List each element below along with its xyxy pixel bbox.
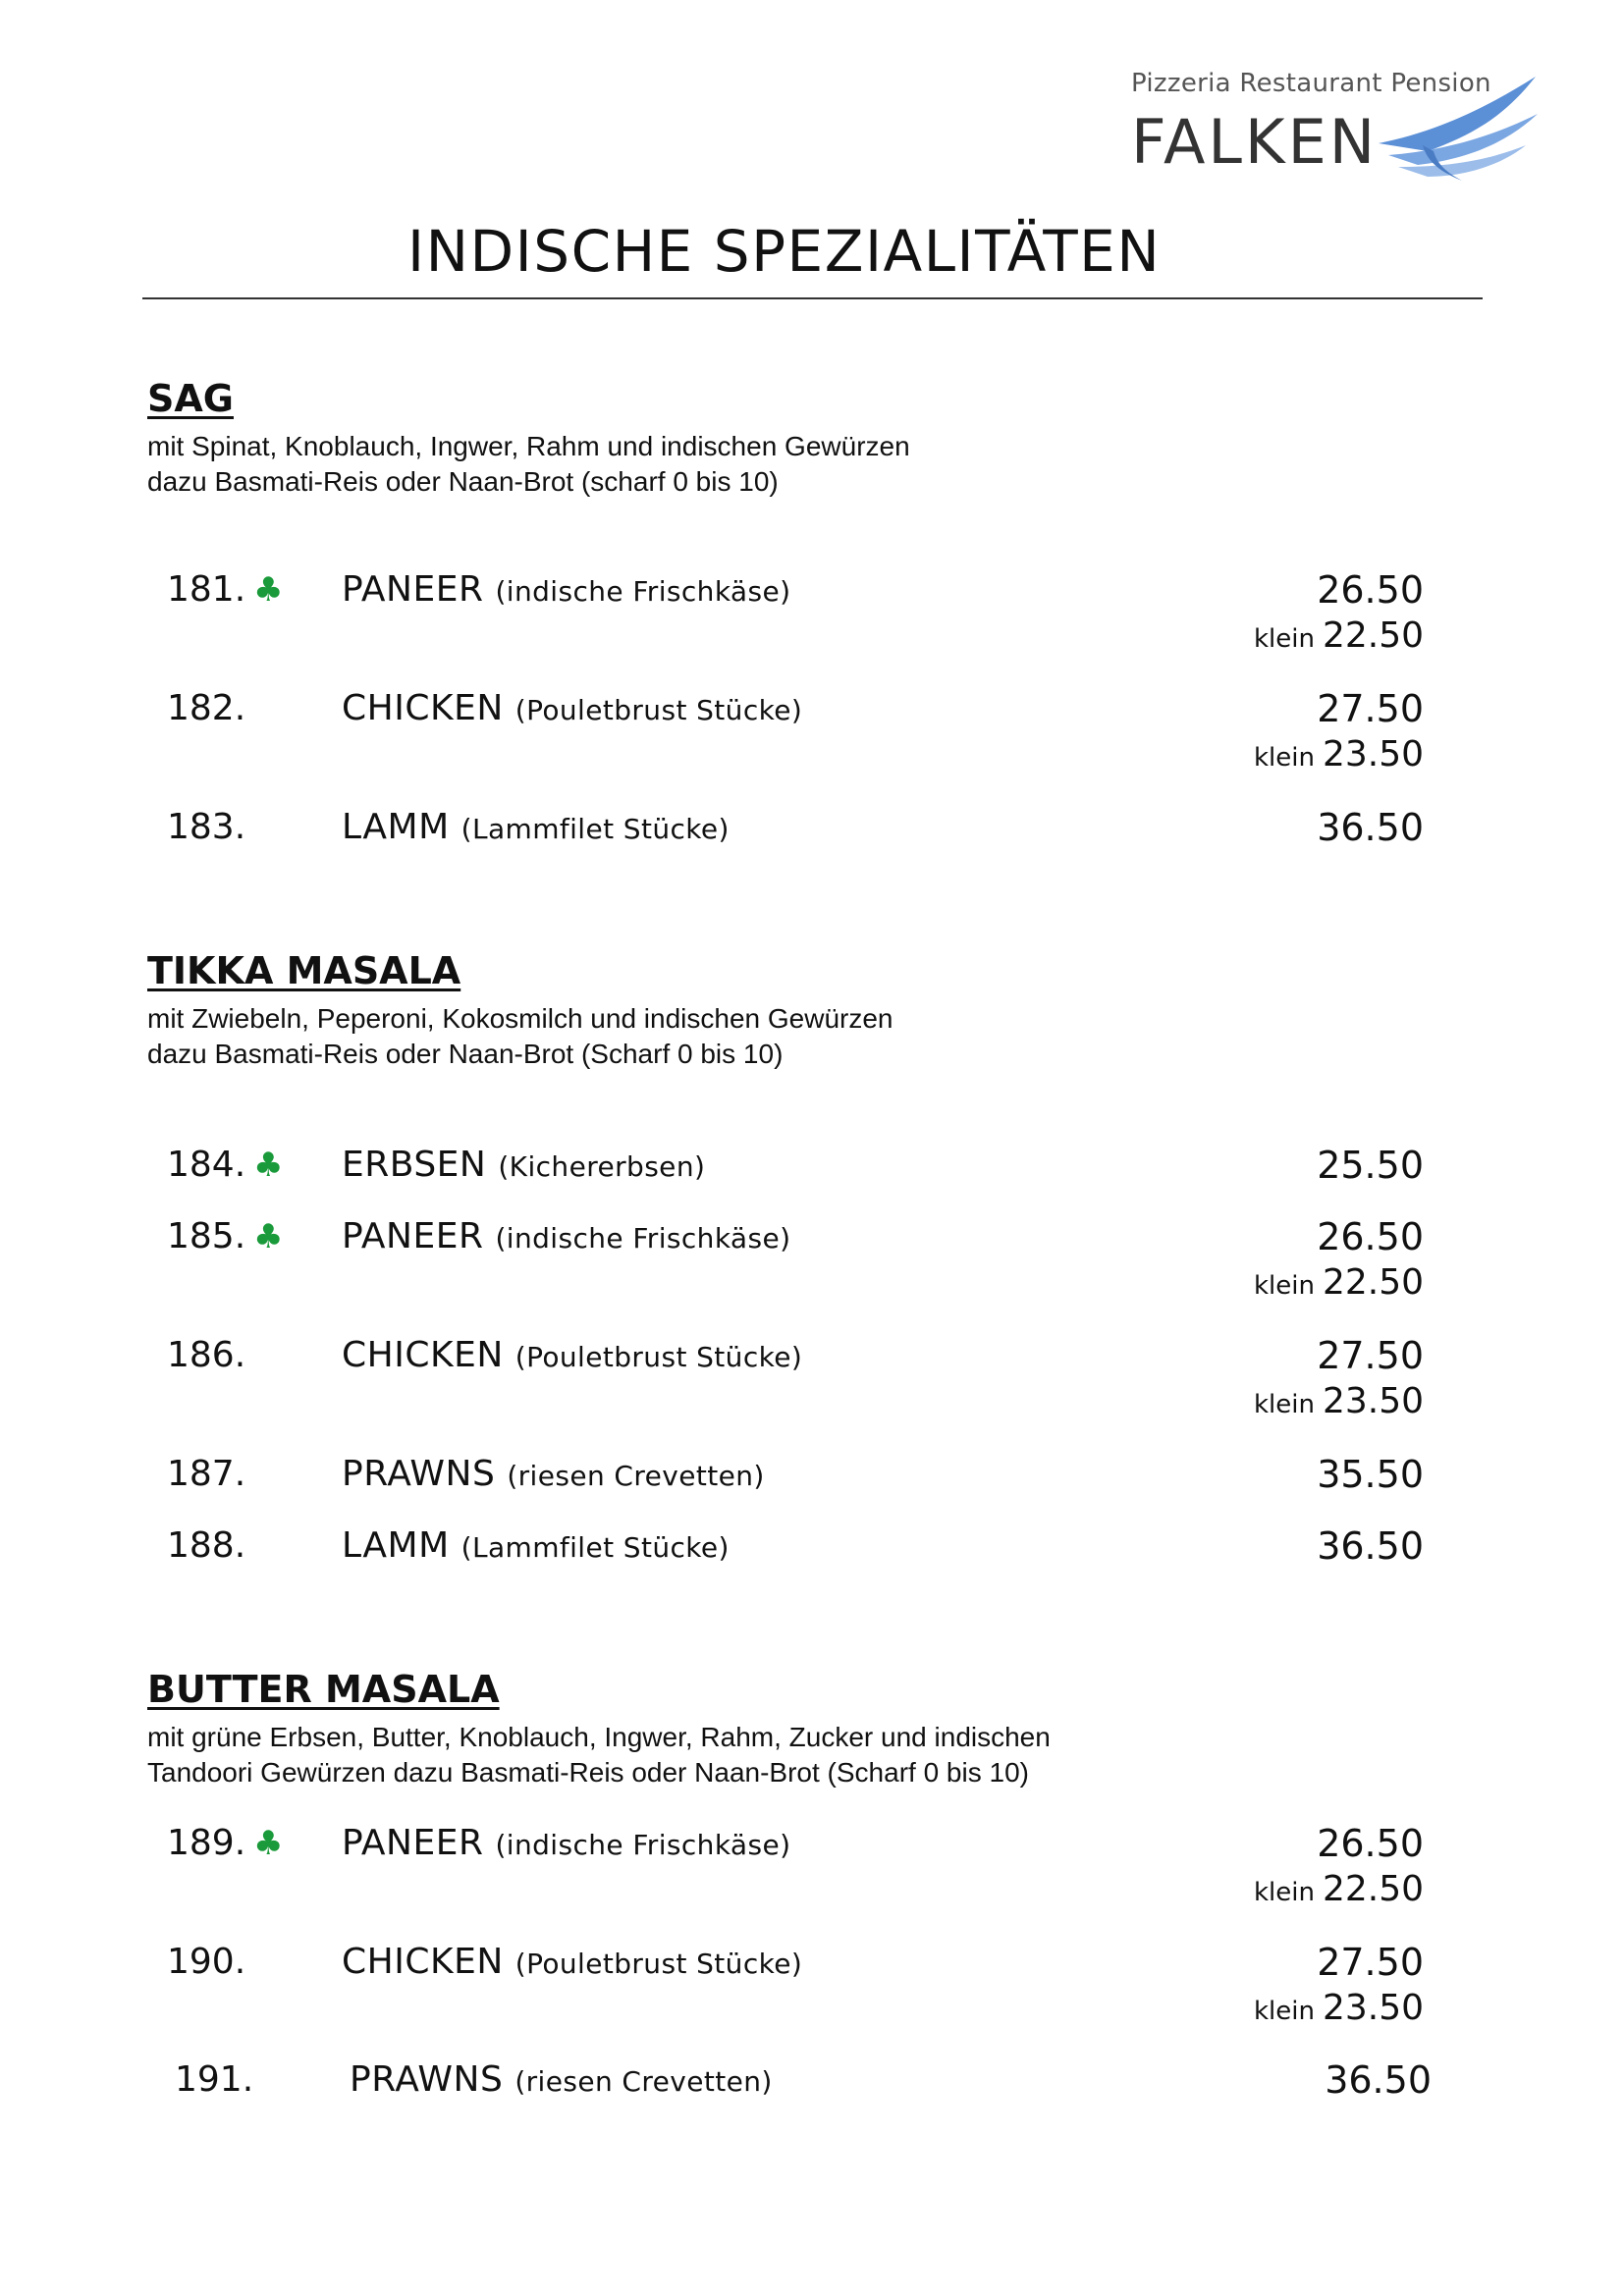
dish-name: PRAWNS [342, 1454, 496, 1494]
section-title: SAG [147, 377, 234, 420]
dish-name: CHICKEN [342, 688, 504, 728]
item-name [342, 1938, 802, 1993]
item-number: 186. [167, 1335, 246, 1375]
description-line: mit Zwiebeln, Peperoni, Kokosmilch und indischen Gewürzen [147, 1003, 893, 1034]
vegetarian-icon: ♣ [253, 570, 284, 610]
item-name [342, 1450, 765, 1505]
small-label: klein [1253, 1997, 1315, 2026]
item-name [342, 1212, 790, 1267]
item-price: 27.50 [1317, 687, 1424, 730]
menu-item-188 [167, 1522, 1424, 1580]
small-price: 23.50 [1322, 1988, 1424, 2028]
small-portion [1254, 1985, 1424, 2038]
logo-name: FALKEN [1131, 106, 1379, 178]
description-line: Tandoori Gewürzen dazu Basmati-Reis oder Naan-Brot (Scharf 0 bis 10) [147, 1757, 1029, 1788]
item-name [342, 684, 802, 739]
item-number: 184. [167, 1145, 246, 1185]
menu-item-189 [167, 1819, 1424, 1909]
menu-item-187 [167, 1450, 1424, 1509]
small-label: klein [1253, 1390, 1315, 1419]
small-price: 22.50 [1322, 1869, 1424, 1909]
section-title: BUTTER MASALA [147, 1668, 500, 1711]
dish-note: (indische Frischkäse) [495, 1829, 791, 1861]
menu-item-186 [167, 1331, 1424, 1421]
section-title: TIKKA MASALA [147, 949, 461, 992]
page-title: INDISCHE SPEZIALITÄTEN [407, 218, 1162, 285]
menu-item-190 [167, 1938, 1424, 2028]
item-price: 26.50 [1317, 568, 1424, 612]
small-portion [1254, 1378, 1424, 1431]
item-price: 26.50 [1317, 1215, 1424, 1258]
description-line: mit Spinat, Knoblauch, Ingwer, Rahm und indischen Gewürzen [147, 431, 910, 461]
wing-icon [1369, 75, 1545, 183]
item-number: 189. [167, 1823, 246, 1863]
dish-note: (riesen Crevetten) [507, 1460, 765, 1492]
small-label: klein [1253, 1878, 1315, 1907]
dish-note: (Lammfilet Stücke) [460, 813, 730, 845]
vegetarian-icon: ♣ [253, 1217, 284, 1256]
item-name [342, 565, 790, 620]
dish-note: (riesen Crevetten) [514, 2065, 773, 2098]
small-portion [1254, 1259, 1424, 1312]
dish-note: (indische Frischkäse) [495, 575, 791, 608]
item-price: 25.50 [1317, 1144, 1424, 1187]
description-line: mit grüne Erbsen, Butter, Knoblauch, Ingwer, Rahm, Zucker und indischen [147, 1722, 1051, 1752]
small-price: 22.50 [1322, 1262, 1424, 1303]
item-price: 35.50 [1317, 1453, 1424, 1496]
restaurant-logo [1123, 69, 1555, 187]
dish-name: PANEER [342, 1216, 484, 1256]
small-portion [1254, 1866, 1424, 1919]
dish-name: LAMM [342, 1525, 450, 1566]
item-price: 27.50 [1317, 1941, 1424, 1984]
dish-name: LAMM [342, 807, 450, 847]
item-price: 27.50 [1317, 1334, 1424, 1377]
item-name [342, 1819, 790, 1874]
item-name [342, 1331, 802, 1386]
menu-item-191 [175, 2056, 1432, 2114]
vegetarian-icon: ♣ [253, 1824, 284, 1863]
item-price: 26.50 [1317, 1822, 1424, 1865]
small-price: 22.50 [1322, 615, 1424, 656]
dish-name: ERBSEN [342, 1145, 487, 1185]
menu-item-181 [167, 565, 1424, 656]
dish-name: CHICKEN [342, 1335, 504, 1375]
dish-note: (indische Frischkäse) [495, 1222, 791, 1255]
dish-note: (Lammfilet Stücke) [460, 1531, 730, 1564]
section-description [147, 1001, 1453, 1072]
menu-item-185 [167, 1212, 1424, 1303]
menu-item-182 [167, 684, 1424, 774]
dish-name: PRAWNS [350, 2059, 504, 2100]
item-number: 187. [167, 1454, 246, 1494]
section-description [147, 429, 1453, 500]
small-label: klein [1253, 624, 1315, 654]
menu-item-184 [167, 1141, 1424, 1200]
menu-item-183 [167, 803, 1424, 862]
small-price: 23.50 [1322, 1381, 1424, 1421]
section-butter-masala [147, 1667, 1453, 1790]
item-number: 181. [167, 569, 246, 610]
description-line: dazu Basmati-Reis oder Naan-Brot (scharf 0 bis 10) [147, 466, 779, 497]
dish-name: PANEER [342, 569, 484, 610]
dish-note: (Kichererbsen) [498, 1150, 706, 1183]
dish-note: (Pouletbrust Stücke) [514, 1948, 803, 1980]
small-label: klein [1253, 1271, 1315, 1301]
item-name [342, 1522, 730, 1576]
section-tikka-masala [147, 948, 1453, 1072]
small-portion [1254, 731, 1424, 784]
item-number: 182. [167, 688, 246, 728]
item-number: 191. [175, 2059, 254, 2100]
small-price: 23.50 [1322, 734, 1424, 774]
dish-name: CHICKEN [342, 1942, 504, 1982]
item-number: 183. [167, 807, 246, 847]
description-line: dazu Basmati-Reis oder Naan-Brot (Scharf 0 bis 10) [147, 1039, 784, 1069]
item-name [342, 1141, 705, 1196]
title-divider [142, 297, 1483, 299]
section-description [147, 1720, 1453, 1790]
vegetarian-icon: ♣ [253, 1146, 284, 1185]
item-name [350, 2056, 773, 2110]
dish-note: (Pouletbrust Stücke) [514, 1341, 803, 1373]
item-price: 36.50 [1317, 1524, 1424, 1568]
small-label: klein [1253, 743, 1315, 773]
section-sag [147, 376, 1453, 500]
logo-subtitle: Pizzeria Restaurant Pension [1131, 69, 1491, 98]
item-number: 188. [167, 1525, 246, 1566]
dish-name: PANEER [342, 1823, 484, 1863]
item-price: 36.50 [1317, 806, 1424, 849]
small-portion [1254, 613, 1424, 666]
item-number: 190. [167, 1942, 246, 1982]
item-number: 185. [167, 1216, 246, 1256]
dish-note: (Pouletbrust Stücke) [514, 694, 803, 726]
item-name [342, 803, 730, 858]
item-price: 36.50 [1325, 2058, 1432, 2102]
